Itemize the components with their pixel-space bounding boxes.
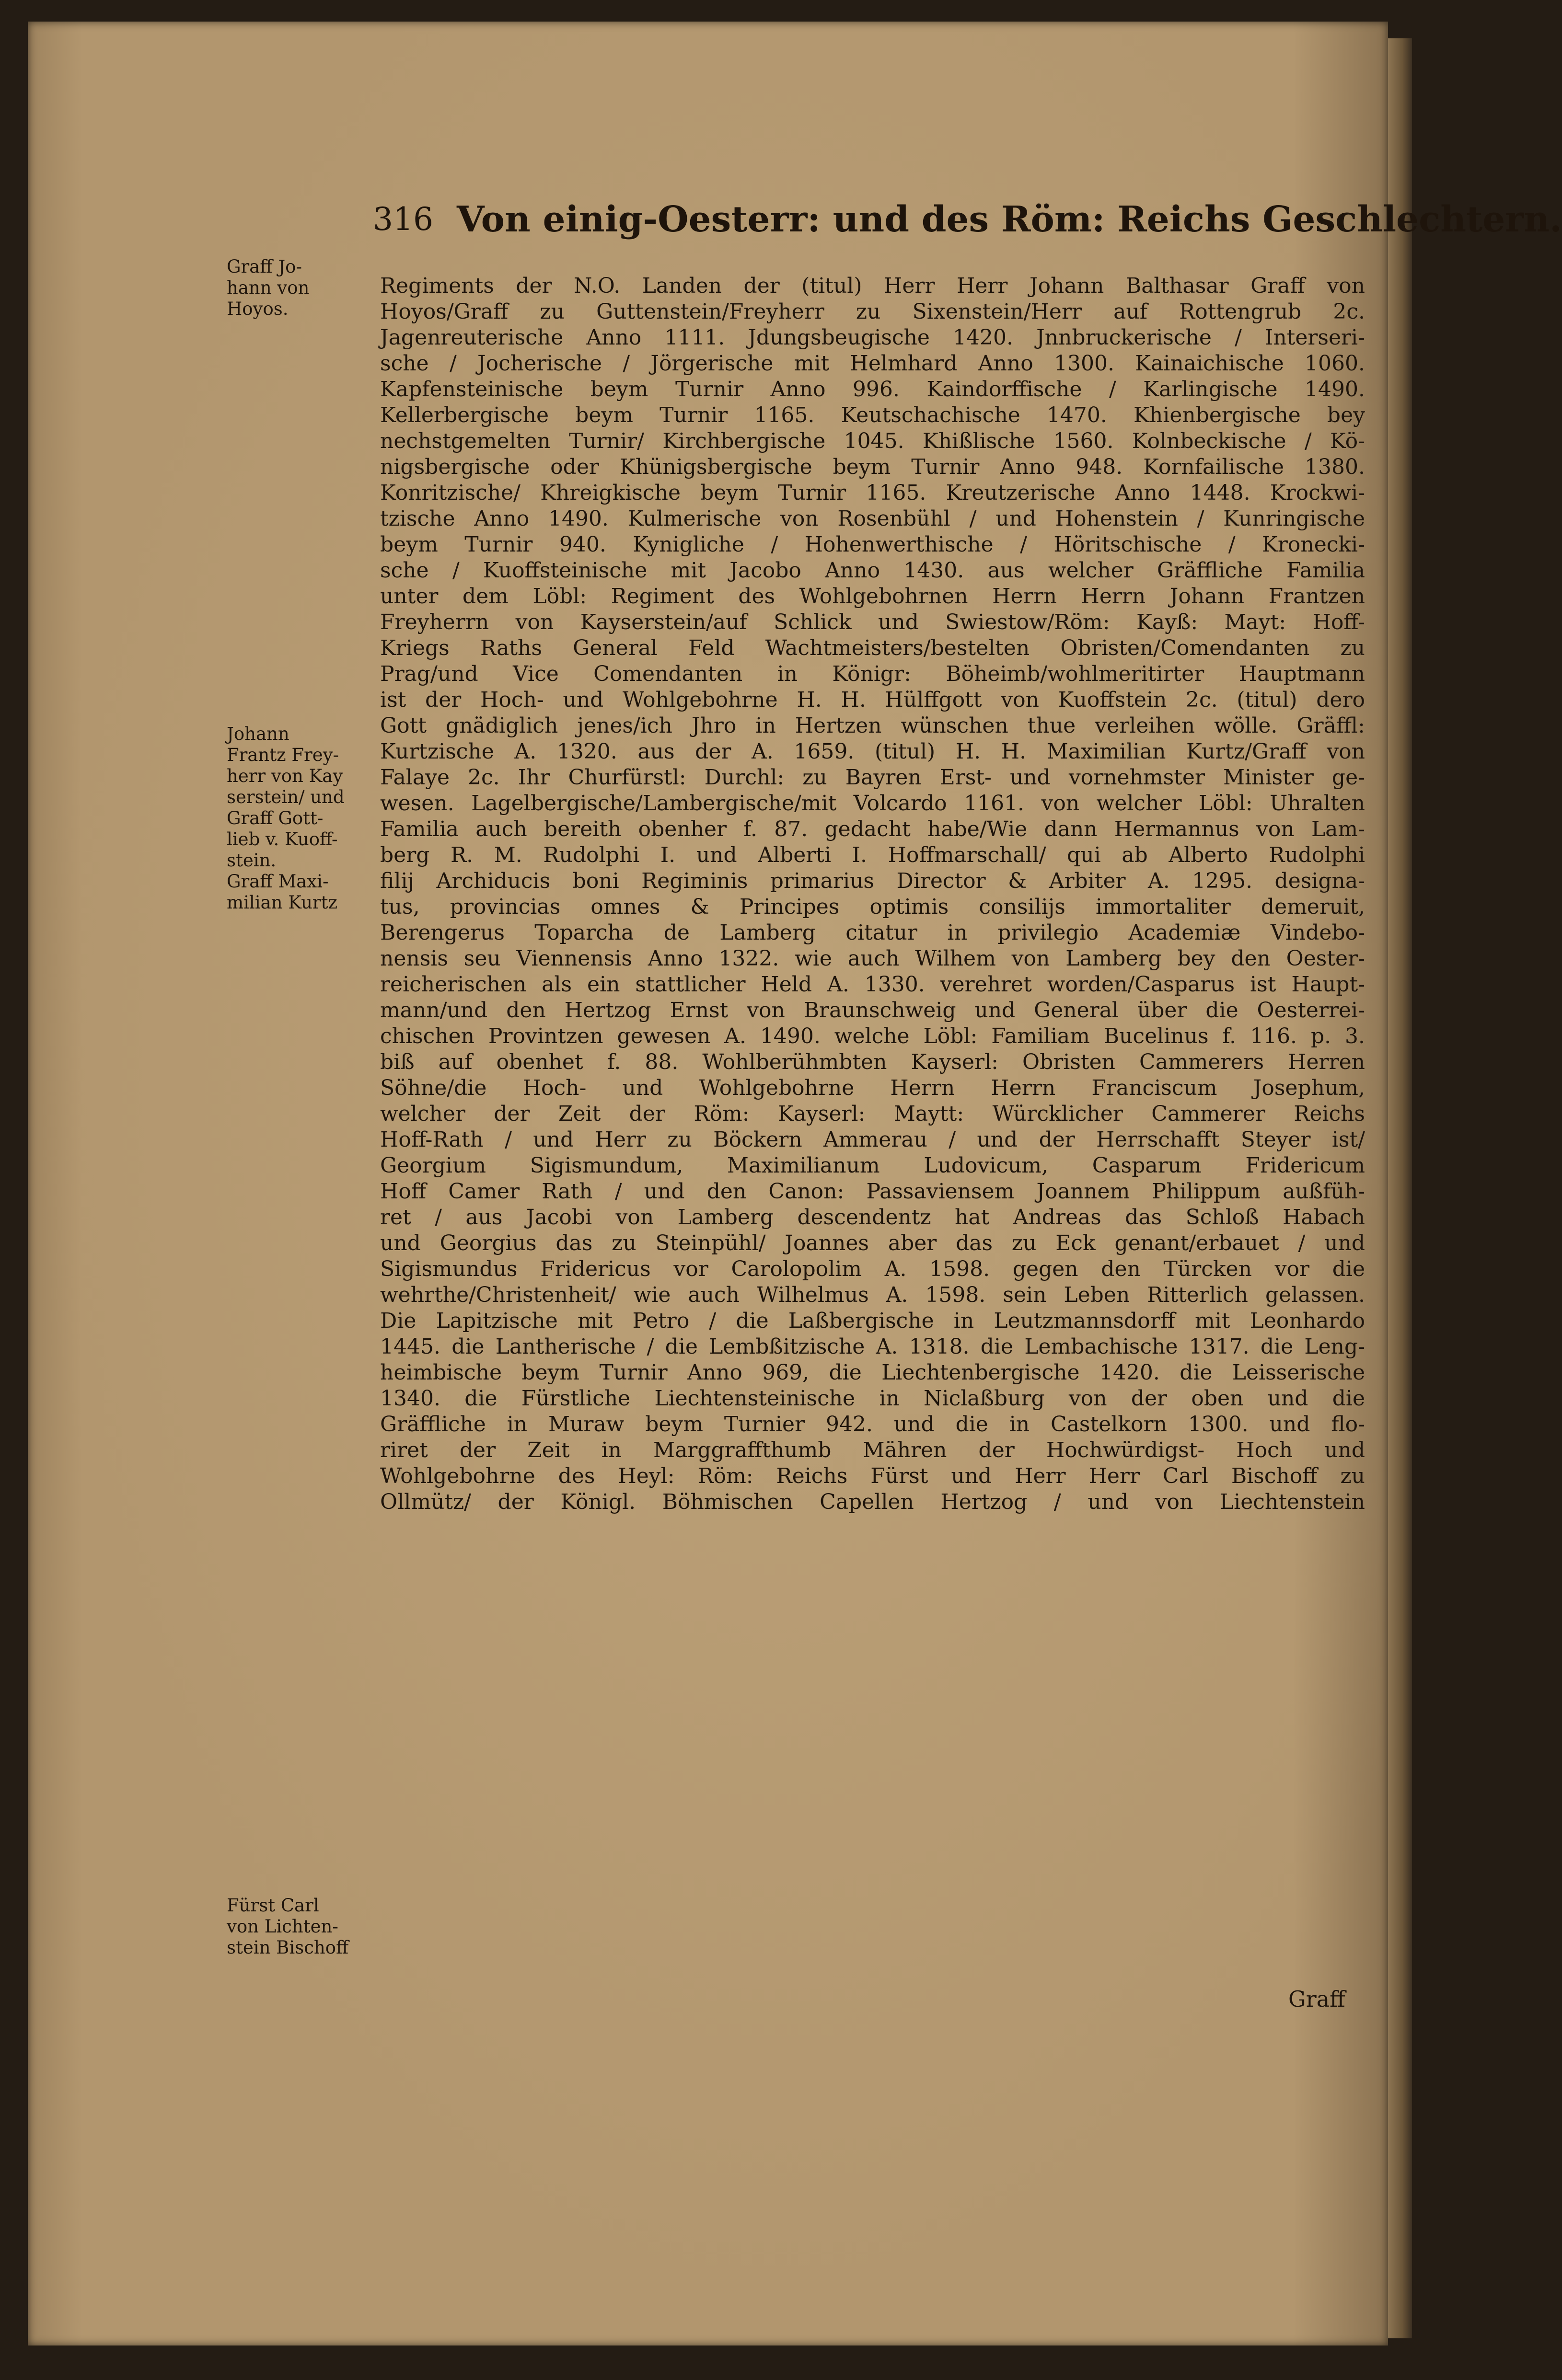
text-line: berg R. M. Rudolphi I. und Alberti I. Hoffmarschall/ qui ab Alberto Rudolphi xyxy=(380,843,1365,867)
text-line: Gräffliche in Muraw beym Turnier 942. und die in Castelkorn 1300. und flo- xyxy=(380,1412,1365,1437)
book-page xyxy=(28,22,1562,2346)
text-line: Kellerbergische beym Turnir 1165. Keutschachische 1470. Khienbergische bey xyxy=(380,403,1365,427)
text-line: tus, provincias omnes & Principes optimis consilijs immortaliter demeruit, xyxy=(380,895,1365,919)
text-line: Die Lapitzische mit Petro / die Laßbergische in Leutzmannsdorff mit Leonhardo xyxy=(380,1309,1365,1333)
text-line: Kapfensteinische beym Turnir Anno 996. Kaindorffische / Karlingische 1490. xyxy=(380,377,1365,402)
text-line: ret / aus Jacobi von Lamberg descendentz hat Andreas das Schloß Habach xyxy=(380,1205,1365,1230)
text-line: Kurtzische A. 1320. aus der A. 1659. (titul) H. H. Maximilian Kurtz/Graff von xyxy=(380,739,1365,764)
text-line: mann/und den Hertzog Ernst von Braunschweig und General über die Oesterrei- xyxy=(380,998,1365,1023)
text-line: Hoyos/Graff zu Guttenstein/Freyherr zu Sixenstein/Herr auf Rottengrub 2c. xyxy=(380,299,1365,324)
margin-note-hoyos: Graff Jo- hann von Hoyos. xyxy=(227,256,310,319)
text-line: nigsbergische oder Khünigsbergische beym Turnir Anno 948. Kornfailische 1380. xyxy=(380,455,1365,479)
text-line: sche / Jocherische / Jörgerische mit Helmhard Anno 1300. Kainaichische 1060. xyxy=(380,351,1365,376)
catchword: Graff xyxy=(1288,1986,1345,2012)
text-line: chischen Provintzen gewesen A. 1490. welche Löbl: Familiam Bucelinus f. 116. p. 3. xyxy=(380,1024,1365,1048)
text-line: und Georgius das zu Steinpühl/ Joannes aber das zu Eck genant/erbauet / und xyxy=(380,1231,1365,1255)
text-line: Prag/und Vice Comendanten in Königr: Böheimb/wohlmeritirter Hauptmann xyxy=(380,662,1365,686)
text-line: Gott gnädiglich jenes/ich Jhro in Hertzen wünschen thue verleihen wölle. Gräffl: xyxy=(380,713,1365,738)
text-line: Ollmütz/ der Königl. Böhmischen Capellen Hertzog / und von Liechtenstein xyxy=(380,1490,1365,1514)
text-line: Regiments der N.O. Landen der (titul) Herr Herr Johann Balthasar Graff von xyxy=(380,274,1365,298)
margin-note-liechtenstein: Fürst Carl von Lichten- stein Bischoff xyxy=(227,1895,349,1958)
text-line: filij Archiducis boni Regiminis primarius Director & Arbiter A. 1295. designa- xyxy=(380,869,1365,893)
text-line: heimbische beym Turnir Anno 969, die Liechtenbergische 1420. die Leisserische xyxy=(380,1360,1365,1385)
body-text xyxy=(380,273,1365,1515)
text-line: Hoff Camer Rath / und den Canon: Passaviensem Joannem Philippum außfüh- xyxy=(380,1179,1365,1204)
text-line: Jagenreuterische Anno 1111. Jdungsbeugische 1420. Jnnbruckerische / Interseri- xyxy=(380,325,1365,350)
text-line: Söhne/die Hoch- und Wohlgebohrne Herrn Herrn Franciscum Josephum, xyxy=(380,1076,1365,1100)
text-line: 1340. die Fürstliche Liechtensteinische in Niclaßburg von der oben und die xyxy=(380,1386,1365,1411)
text-line: nensis seu Viennensis Anno 1322. wie auch Wilhem von Lamberg bey den Oester- xyxy=(380,946,1365,971)
text-line: biß auf obenhet f. 88. Wohlberühmbten Kayserl: Obristen Cammerers Herren xyxy=(380,1050,1365,1074)
text-line: Familia auch bereith obenher f. 87. gedacht habe/Wie dann Hermannus von Lam- xyxy=(380,817,1365,841)
text-line: Konritzische/ Khreigkische beym Turnir 1165. Kreutzerische Anno 1448. Krockwi- xyxy=(380,481,1365,505)
text-line: welcher der Zeit der Röm: Kayserl: Maytt: Würcklicher Cammerer Reichs xyxy=(380,1102,1365,1126)
text-line: reicherischen als ein stattlicher Held A. 1330. verehret worden/Casparus ist Haupt- xyxy=(380,972,1365,997)
text-line: wehrthe/Christenheit/ wie auch Wilhelmus A. 1598. sein Leben Ritterlich gelassen. xyxy=(380,1283,1365,1307)
adjacent-page-edge xyxy=(1388,38,1412,2338)
margin-note-kayserstein: Johann Frantz Frey- herr von Kay serstein/ und Graff Gott- lieb v. Kuoff- stein. Graff Maxi- milian Kurtz xyxy=(227,724,345,913)
text-line: Georgium Sigismundum, Maximilianum Ludovicum, Casparum Fridericum xyxy=(380,1153,1365,1178)
text-line: Falaye 2c. Ihr Churfürstl: Durchl: zu Bayren Erst- und vornehmster Minister ge- xyxy=(380,765,1365,790)
page-number: 316 xyxy=(373,201,433,238)
text-line: beym Turnir 940. Kynigliche / Hohenwerthische / Höritschische / Kronecki- xyxy=(380,532,1365,557)
text-line: ist der Hoch- und Wohlgebohrne H. H. Hülffgott von Kuoffstein 2c. (titul) dero xyxy=(380,688,1365,712)
text-line: Hoff-Rath / und Herr zu Böckern Ammerau / und der Herrschafft Steyer ist/ xyxy=(380,1127,1365,1152)
text-line: 1445. die Lantherische / die Lembßitzische A. 1318. die Lembachische 1317. die Leng- xyxy=(380,1334,1365,1359)
text-line: Wohlgebohrne des Heyl: Röm: Reichs Fürst und Herr Herr Carl Bischoff zu xyxy=(380,1464,1365,1488)
text-line: wesen. Lagelbergische/Lambergische/mit Volcardo 1161. von welcher Löbl: Uhralten xyxy=(380,791,1365,816)
text-line: Freyherrn von Kayserstein/auf Schlick und Swiestow/Röm: Kayß: Mayt: Hoff- xyxy=(380,610,1365,634)
text-line: Berengerus Toparcha de Lamberg citatur in privilegio Academiæ Vindebo- xyxy=(380,920,1365,945)
text-line: unter dem Löbl: Regiment des Wohlgebohrnen Herrn Herrn Johann Frantzen xyxy=(380,584,1365,609)
text-line: sche / Kuoffsteinische mit Jacobo Anno 1430. aus welcher Gräffliche Familia xyxy=(380,558,1365,583)
text-line: Kriegs Raths General Feld Wachtmeisters/bestelten Obristen/Comendanten zu xyxy=(380,636,1365,660)
page-header xyxy=(373,199,1562,252)
text-line: riret der Zeit in Marggraffthumb Mähren der Hochwürdigst- Hoch und xyxy=(380,1438,1365,1462)
text-line: nechstgemelten Turnir/ Kirchbergische 1045. Khißlische 1560. Kolnbeckische / Kö- xyxy=(380,429,1365,453)
text-line: tzische Anno 1490. Kulmerische von Rosenbühl / und Hohenstein / Kunringische xyxy=(380,506,1365,531)
text-line: Sigismundus Fridericus vor Carolopolim A. 1598. gegen den Türcken vor die xyxy=(380,1257,1365,1281)
running-title: Von einig-Oesterr: und des Röm: Reichs Geschlechtern. xyxy=(457,199,1562,240)
